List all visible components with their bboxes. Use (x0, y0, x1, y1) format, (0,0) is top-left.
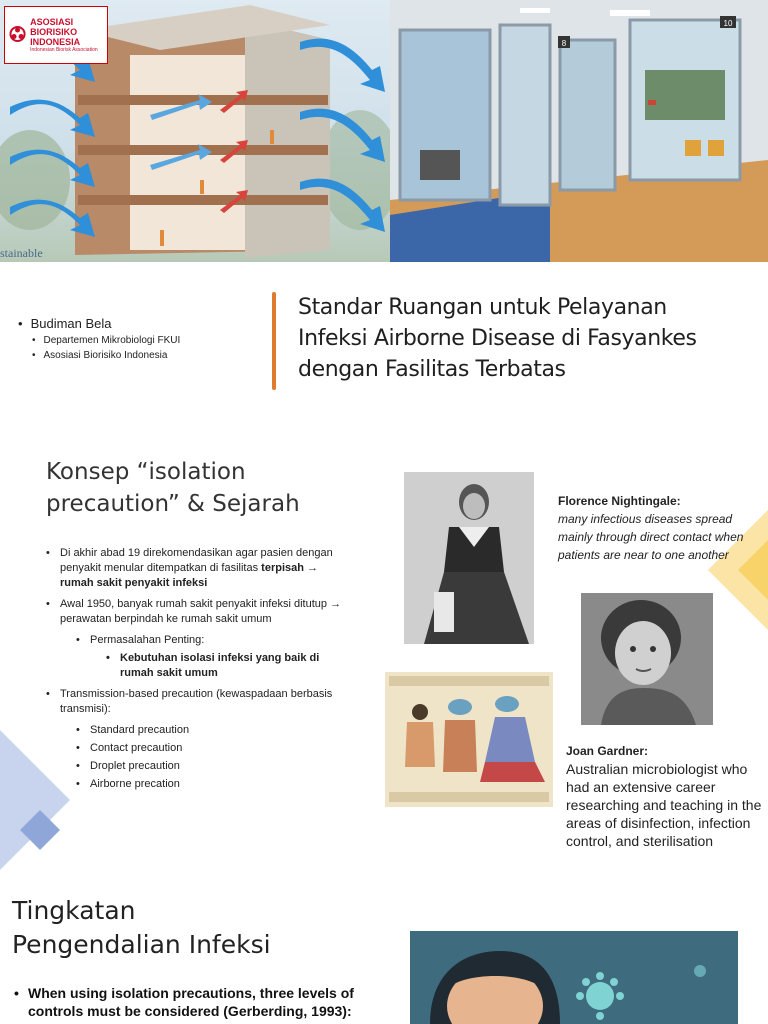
medieval-manuscript-image (385, 672, 553, 807)
slide-3-bullet: • When using isolation precautions, three levels of controls must be considered (Gerberding, 1993): (14, 984, 394, 1020)
slide-3-title (12, 894, 271, 962)
slide-1 (0, 0, 768, 400)
list-item: • Permasalahan Penting: (76, 633, 346, 648)
list-item: • Awal 1950, banyak rumah sakit penyakit infeksi ditutup → perawatan berpindah ke rumah sakit umum (46, 597, 346, 627)
slide-3-title-line-1: Tingkatan (12, 896, 136, 925)
affiliation-item: • Asosiasi Biorisiko Indonesia (32, 350, 180, 361)
slide-2 (0, 440, 768, 860)
precaution-item: • Standard precaution (76, 723, 346, 738)
logo-title: ASOSIASI BIORISIKO INDONESIA (30, 17, 81, 47)
presenter-info (18, 316, 180, 361)
hero-image (0, 0, 768, 262)
affiliation-item: • Departemen Mikrobiologi FKUI (32, 335, 180, 346)
precaution-item: • Contact precaution (76, 741, 346, 756)
gardner-name: Joan Gardner: (566, 744, 649, 758)
list-item: • Transmission-based precaution (kewaspadaan berbasis transmisi): (46, 687, 346, 717)
biohazard-icon (9, 15, 26, 55)
illustration-caption: stainable (0, 246, 43, 260)
slide-3 (0, 884, 768, 1024)
gardner-bio: Australian microbiologist who had an extensive career researching and teaching in the areas of disinfection, infection control, and sterilisation (566, 761, 762, 849)
slide-1-title: Standar Ruangan untuk Pelayanan Infeksi Airborne Disease di Fasyankes dengan Fasilitas Terbatas (298, 295, 697, 382)
hospital-corridor-photo (390, 0, 768, 262)
accent-divider (272, 292, 276, 390)
nightingale-quote: many infectious diseases spread mainly through direct contact when patients are near to one another (558, 512, 744, 562)
door-number-8: 8 (561, 39, 567, 48)
gardner-caption (566, 742, 768, 850)
biorisk-association-logo (4, 6, 108, 64)
logo-subtitle: Indonesian Biorisk Association (30, 47, 98, 53)
list-item: • Di akhir abad 19 direkomendasikan agar pasien dengan penyakit menular ditempatkan di fasilitas terpisah → rumah sakit penyakit infeksi (46, 546, 346, 591)
florence-nightingale-photo (404, 472, 534, 644)
precaution-item: • Airborne precation (76, 777, 346, 792)
history-bullets (46, 546, 346, 795)
slide-2-title: Konsep “isolation precaution” & Sejarah (46, 459, 300, 517)
door-number-10: 10 (723, 19, 733, 28)
virus-illustration (410, 931, 738, 1024)
nightingale-caption (558, 492, 758, 564)
list-item: • Kebutuhan isolasi infeksi yang baik di rumah sakit umum (106, 651, 346, 681)
nightingale-name: Florence Nightingale: (558, 494, 681, 508)
presenter-name: • Budiman Bela (18, 316, 180, 331)
slide-3-title-line-2: Pengendalian Infeksi (12, 930, 271, 959)
precaution-item: • Droplet precaution (76, 759, 346, 774)
joan-gardner-photo (581, 593, 713, 725)
